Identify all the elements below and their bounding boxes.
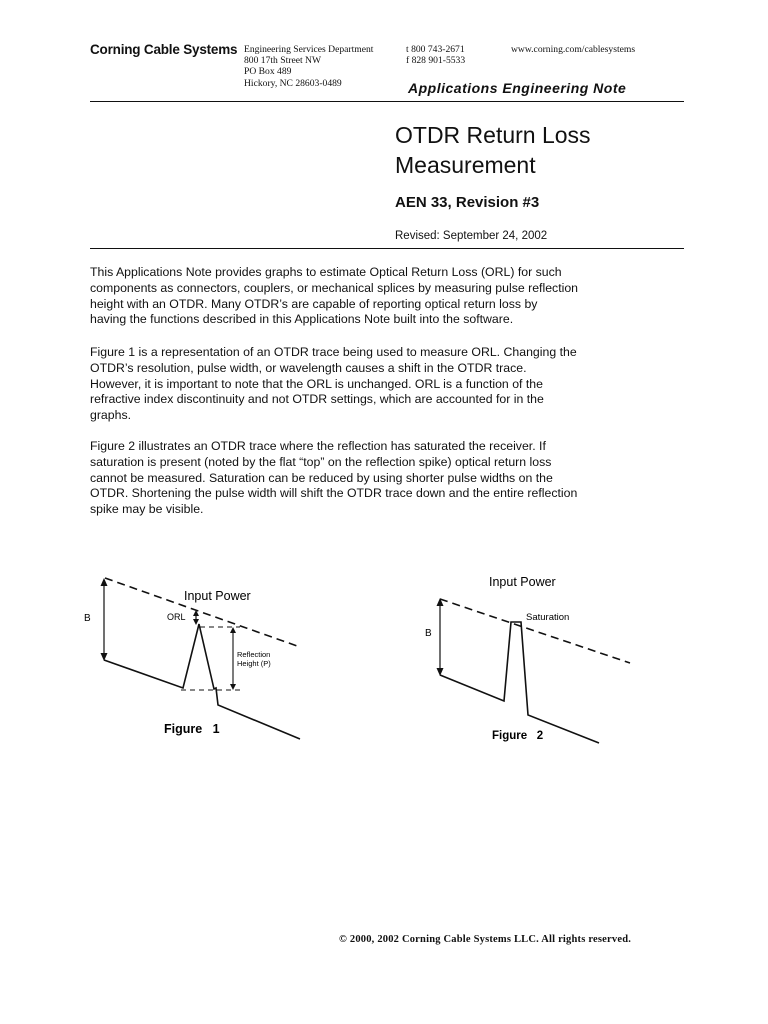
figure-1-caption: Figure 1 <box>164 722 220 736</box>
input-power-label: Input Power <box>489 575 556 589</box>
figure-2-caption: Figure 2 <box>492 730 544 742</box>
phone-block <box>406 44 465 66</box>
otdr-trace <box>440 622 599 743</box>
address-line: Engineering Services Department <box>244 44 374 55</box>
title-rule <box>90 248 684 249</box>
address-line: PO Box 489 <box>244 66 292 78</box>
paragraph-figure2: Figure 2 illustrates an OTDR trace where the reflection has saturated the receiver. If saturation is present (noted by the flat “top” on the reflection spike) optical return loss cannot be measured. Saturation can be reduced by using shorter pulse widths on the OTDR. Shortening the pulse width will shift the OTDR trace down and the entire reflection spike may be visible. <box>90 439 578 517</box>
address-line: Hickory, NC 28603-0489 <box>244 77 342 89</box>
page-title <box>395 120 591 180</box>
title-line-2: Measurement <box>395 152 536 178</box>
address-line: 800 17th Street NW <box>244 55 322 67</box>
input-power-dashed-line <box>440 599 630 663</box>
figure-1-diagram <box>60 560 320 750</box>
address-block <box>244 44 373 89</box>
copyright-footer: © 2000, 2002 Corning Cable Systems LLC. All rights reserved. <box>339 934 632 945</box>
saturation-label: Saturation <box>526 612 570 623</box>
revision-date: Revised: September 24, 2002 <box>395 230 548 242</box>
header-rule <box>90 101 684 102</box>
title-line-1: OTDR Return Loss <box>395 122 591 148</box>
input-power-label: Input Power <box>184 589 251 603</box>
fax: f 828 901-5533 <box>406 55 466 67</box>
telephone: t 800 743-2671 <box>406 44 465 55</box>
reflection-height-label: Height (P) <box>237 659 271 668</box>
company-name: Corning Cable Systems <box>90 42 238 57</box>
reflection-height-label: Reflection <box>237 650 271 659</box>
website-link[interactable]: www.corning.com/cablesystems <box>511 44 636 55</box>
figure-2-diagram <box>400 565 640 755</box>
b-label: B <box>84 613 91 624</box>
document-type: Applications Engineering Note <box>408 80 627 96</box>
b-label: B <box>425 628 432 639</box>
paragraph-intro: This Applications Note provides graphs to estimate Optical Return Loss (ORL) for such components as connectors, couplers, or mechanical splices by measuring pulse reflection height with an OTDR. Many OTDR’s are capable of reporting optical return loss by having the functions described in this Applications Note built into the software. <box>90 265 579 327</box>
orl-label: ORL <box>167 612 186 622</box>
paragraph-figure1: Figure 1 is a representation of an OTDR trace being used to measure ORL. Changing the OTDR’s resolution, pulse width, or wavelength causes a shift in the OTDR trace. However, it is important to note that the ORL is unchanged. ORL is a function of the refractive index discontinuity and not OTDR settings, which are accounted for in the graphs. <box>90 345 577 423</box>
document-number: AEN 33, Revision #3 <box>395 194 540 211</box>
